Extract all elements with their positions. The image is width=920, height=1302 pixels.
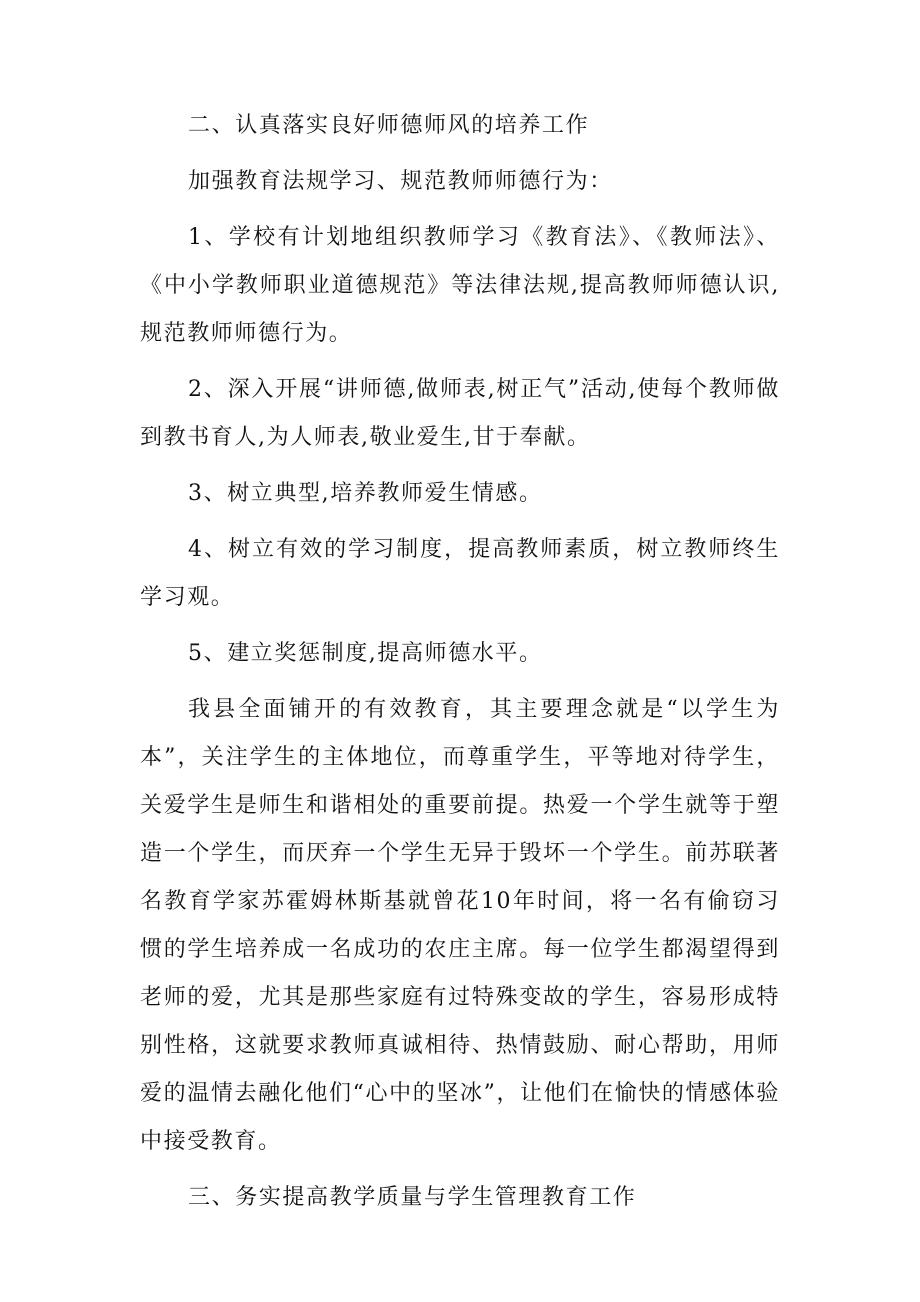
- list-item: 4、树立有效的学习制度，提高教师素质，树立教师终生学习观。: [140, 537, 780, 610]
- list-item: 1、学校有计划地组织教师学习《教育法》、《教师法》、《中小学教师职业道德规范》等法律法规,提高教师师德认识,规范教师师德行为。: [140, 225, 780, 346]
- document-body: [140, 102, 780, 1230]
- section-heading: 二、认真落实良好师德师风的培养工作: [188, 113, 590, 138]
- paragraph: 我县全面铺开的有效教育，其主要理念就是“以学生为本”，关注学生的主体地位，而尊重学生，平等地对待学生，关爱学生是师生和谐相处的重要前提。热爱一个学生就等于塑造一个学生，而厌弃一个学生无异于毁坏一个学生。前苏联著名教育学家苏霍姆林斯基就曾花10年时间，将一名有偷窃习惯的学生培养成一名成功的农庄主席。每一位学生都渴望得到老师的爱，尤其是那些家庭有过特殊变故的学生，容易形成特别性格，这就要求教师真诚相待、热情鼓励、耐心帮助，用师爱的温情去融化他们“心中的坚冰”，让他们在愉快的情感体验中接受教育。: [140, 697, 780, 1154]
- list-item: 2、深入开展“讲师德,做师表,树正气”活动,使每个教师做到教书育人,为人师表,敬业爱生,甘于奉献。: [140, 377, 780, 450]
- list-item: 5、建立奖惩制度,提高师德水平。: [188, 641, 543, 666]
- list-item: 3、树立典型,培养教师爱生情感。: [188, 481, 543, 506]
- section-heading: 三、务实提高教学质量与学生管理教育工作: [188, 1185, 637, 1210]
- paragraph: 加强教育法规学习、规范教师师德行为：: [188, 169, 613, 194]
